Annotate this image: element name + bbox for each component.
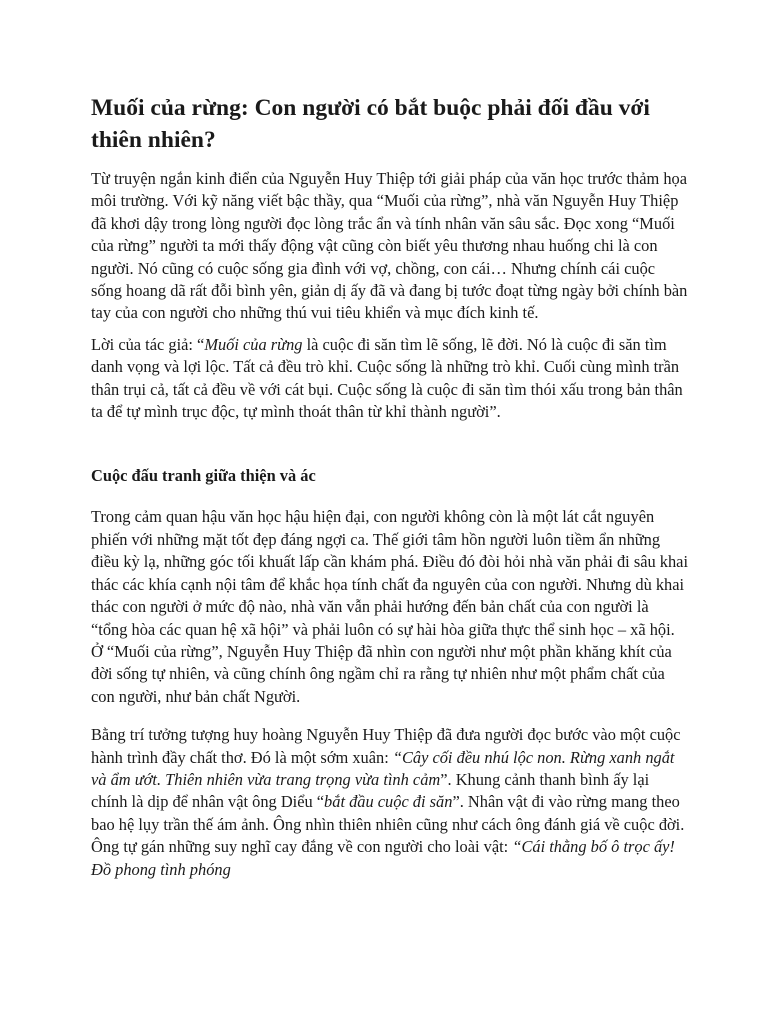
journey-quote-spring: “Cây cối đều nhú lộc non. Rừng xanh ngắt và ẩm ướt. Thiên nhiên vừa trang trọng vừa tình cảm (91, 747, 675, 789)
journey-quote-animal: “Cái thằng bố ô trọc ấy! Đồ phong tình phóng (91, 837, 675, 879)
body-paragraph-journey (91, 724, 688, 881)
quote-title-italic: Muối của rừng (204, 334, 303, 354)
quote-rest: là cuộc đi săn tìm lẽ sống, lẽ đời. Nó là cuộc đi săn tìm danh vọng và lợi lộc. Tất cả đều trò khỉ. Cuộc sống là những trò khỉ. Cuối cùng mình trần thân trụi cả, tất cả đều về với cát bụi. Cuộc sống là cuộc đi săn tìm thói xấu trong bản thân ta để tự mình trục độc, tự mình thoát thân từ khỉ thành người”. (91, 334, 683, 422)
article-title: Muối của rừng: Con người có bắt buộc phải đối đầu với thiên nhiên? (91, 95, 650, 153)
journey-text-a: Bằng trí tưởng tượng huy hoàng Nguyễn Huy Thiệp đã đưa người đọc bước vào một cuộc hành trình đầy chất thơ. Đó là một sớm xuân: (91, 725, 681, 767)
journey-text-e: ”. Nhân vật đi vào rừng mang theo bao hệ lụy trần thế ám ảnh. Ông nhìn thiên nhiên cũng như cách ông đánh giá về cuộc đời. Ông tự gán những suy nghĩ cay đắng về con người cho loài vật: (91, 792, 685, 857)
intro-paragraph: Từ truyện ngắn kinh điển của Nguyễn Huy Thiệp tới giải pháp của văn học trước thảm họa môi trường. Với kỹ năng viết bậc thầy, qua “Muối của rừng”, nhà văn Nguyễn Huy Thiệp đã khơi dậy trong lòng người đọc lòng trắc ẩn và tính nhân văn sâu sắc. Đọc xong “Muối của rừng” người ta mới thấy động vật cũng còn biết yêu thương nhau huống chi là con người. Nó cũng có cuộc sống gia đình với vợ, chồng, con cái… Nhưng chính cái cuộc sống hoang dã rất đỗi bình yên, giản dị ấy đã và đang bị tước đoạt từng ngày bởi chính bàn tay của con người cho những thú vui tiêu khiển và mục đích kinh tế. (91, 169, 688, 323)
section-heading: Cuộc đấu tranh giữa thiện và ác (91, 466, 316, 486)
body-paragraph-postmodern: Trong cảm quan hậu văn học hậu hiện đại, con người không còn là một lát cắt nguyên phiến với những mặt tốt đẹp đáng ngợi ca. Thế giới tâm hồn người luôn tiềm ẩn những điều kỳ lạ, những góc tối khuất lấp cần khám phá. Điều đó đòi hỏi nhà văn phải đi sâu khai thác các khía cạnh nội tâm để khắc họa tính chất đa nguyên của con người. Nhưng dù khai thác con người ở mức độ nào, nhà văn vẫn phải hướng đến bản chất của con người là “tổng hòa các quan hệ xã hội” và phải luôn có sự hài hòa giữa thực thể sinh học – xã hội. Ở “Muối của rừng”, Nguyễn Huy Thiệp đã nhìn con người như một phần khăng khít của đời sống tự nhiên, và cũng chính ông ngầm chỉ ra rằng tự nhiên như một phẩm chất của con người, như bản chất Người. (91, 507, 688, 706)
author-quote-paragraph (91, 334, 688, 424)
journey-text-c: ”. Khung cảnh thanh bình ấy lại chính là dịp để nhân vật ông Diểu “ (91, 769, 650, 812)
quote-lead: Lời của tác giả: “ (91, 334, 205, 354)
journey-quote-hunt: bắt đầu cuộc đi săn (324, 792, 453, 812)
